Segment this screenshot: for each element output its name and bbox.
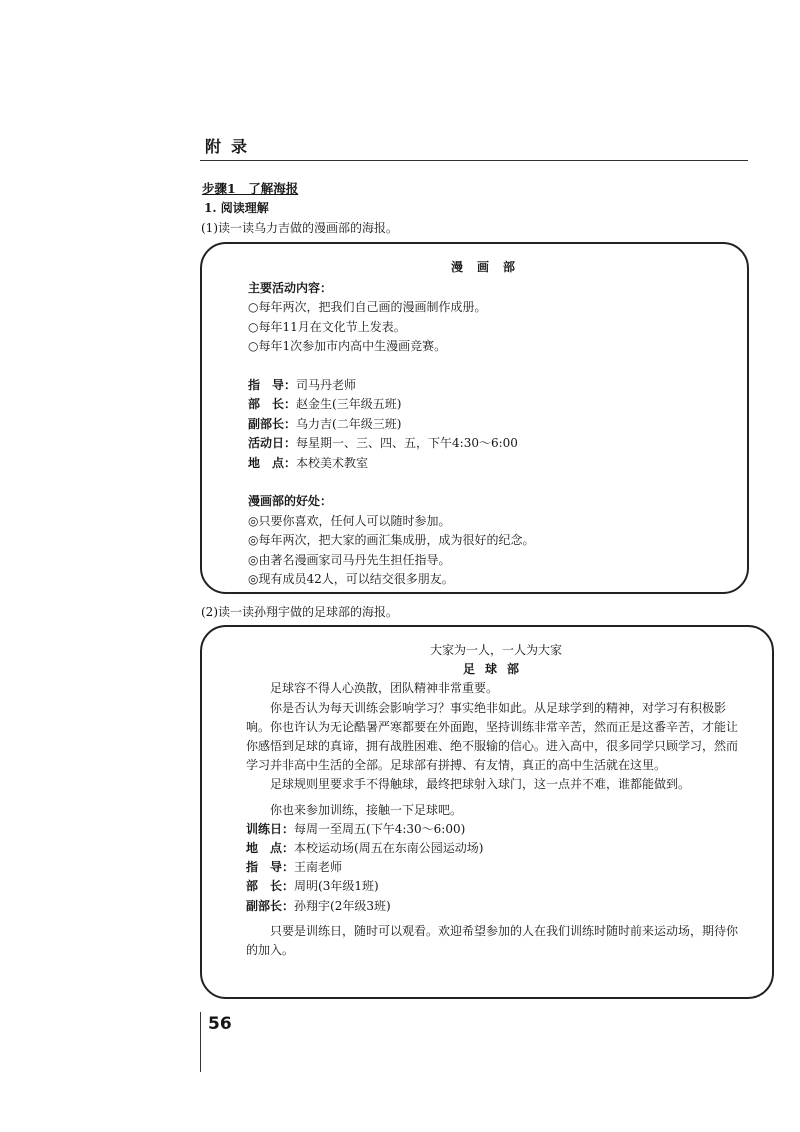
benefit-item: ◎由著名漫画家司马丹先生担任指导。 bbox=[248, 552, 451, 567]
benefit-item: ◎只要你喜欢，任何人可以随时参加。 bbox=[248, 513, 451, 528]
benefit-item: ◎现有成员42人，可以结交很多朋友。 bbox=[248, 572, 454, 586]
section-title: 1. 阅读理解 bbox=[204, 201, 269, 215]
header-rule bbox=[200, 160, 748, 161]
info-label: 活动日： bbox=[248, 436, 297, 450]
info-label: 地 点： bbox=[248, 455, 297, 470]
benefits-heading: 漫画部的好处： bbox=[248, 494, 333, 508]
info-value: 孙翔宇(2年级3班) bbox=[294, 898, 391, 913]
paragraph: 足球规则里要求手不得触球，最终把球射入球门，这一点并不难，谁都能做到。 bbox=[270, 777, 691, 792]
step-title: 步骤1 了解海报 bbox=[202, 181, 299, 196]
prompt-football: (2)读一读孙翔宇做的足球部的海报。 bbox=[201, 605, 398, 619]
paragraph: 你也来参加训练，接触一下足球吧。 bbox=[270, 802, 463, 817]
page-number: 56 bbox=[208, 1014, 232, 1034]
info-row-vice-captain bbox=[246, 897, 746, 916]
paragraph: 你是否认为每天训练会影响学习？事实绝非如此。从足球学到的精神，对学习有积极影响。你也许认为无论酷暑严寒都要在外面跑，坚持训练非常辛苦，然而正是这番辛苦，才能让你感悟到足球的真谛，拥有战胜困难、绝不服输的信心。进入高中，很多同学只顾学习，然而学习并非高中生活的全部。足球部有拼搏、有友情，真正的高中生活就在这里。 bbox=[246, 700, 739, 773]
info-row-location bbox=[248, 454, 718, 474]
footer-rule bbox=[200, 1012, 201, 1072]
info-label: 副部长： bbox=[248, 416, 297, 431]
football-poster-title: 足球部 bbox=[462, 662, 529, 677]
info-value: 本校运动场(周五在东南公园运动场) bbox=[294, 841, 484, 856]
football-club-poster bbox=[200, 625, 774, 999]
info-label: 指 导： bbox=[248, 377, 297, 392]
info-value: 乌力吉(二年级三班) bbox=[296, 416, 402, 431]
activities-heading: 主要活动内容： bbox=[248, 280, 333, 295]
info-label: 部 长： bbox=[248, 397, 297, 411]
info-value: 每星期一、三、四、五，下午4:30～6:00 bbox=[296, 436, 518, 450]
appendix-header: 附录 bbox=[205, 137, 258, 156]
info-row-president bbox=[248, 395, 718, 415]
closing-paragraph: 只要是训练日，随时可以观看。欢迎希望参加的人在我们训练时随时前来运动场，期待你的加入。 bbox=[246, 923, 739, 958]
info-label: 副部长： bbox=[246, 898, 295, 913]
info-label: 部 长： bbox=[246, 879, 295, 894]
info-label: 地 点： bbox=[246, 841, 295, 856]
football-slogan: 大家为一人，一人为大家 bbox=[429, 643, 562, 657]
info-value: 司马丹老师 bbox=[296, 377, 357, 392]
info-row-advisor bbox=[248, 376, 718, 396]
info-row-vice-president bbox=[248, 415, 718, 435]
info-row-activity-days bbox=[248, 434, 718, 454]
info-value: 王南老师 bbox=[294, 860, 343, 875]
paragraph: 足球容不得人心涣散，团队精神非常重要。 bbox=[270, 681, 499, 696]
info-label: 指 导： bbox=[246, 860, 295, 875]
info-row-location bbox=[246, 839, 746, 858]
activity-item: ○每年1次参加市内高中生漫画竞赛。 bbox=[248, 339, 447, 353]
activity-item: ○每年11月在文化节上发表。 bbox=[248, 319, 406, 334]
info-value: 每周一至周五(下午4:30～6:00) bbox=[294, 821, 466, 836]
manga-poster-title: 漫画部 bbox=[450, 260, 529, 274]
info-value: 赵金生(三年级五班) bbox=[296, 397, 402, 411]
prompt-manga: (1)读一读乌力吉做的漫画部的海报。 bbox=[201, 221, 398, 235]
info-value: 周明(3年级1班) bbox=[294, 879, 379, 894]
info-row-training-days bbox=[246, 820, 746, 839]
info-value: 本校美术教室 bbox=[296, 455, 369, 470]
info-row-captain bbox=[246, 877, 746, 896]
manga-club-poster bbox=[200, 242, 749, 594]
benefit-item: ◎每年两次，把大家的画汇集成册，成为很好的纪念。 bbox=[248, 533, 535, 547]
info-label: 训练日： bbox=[246, 821, 295, 836]
info-row-coach bbox=[246, 858, 746, 877]
activity-item: ○每年两次，把我们自己画的漫画制作成册。 bbox=[248, 300, 487, 314]
